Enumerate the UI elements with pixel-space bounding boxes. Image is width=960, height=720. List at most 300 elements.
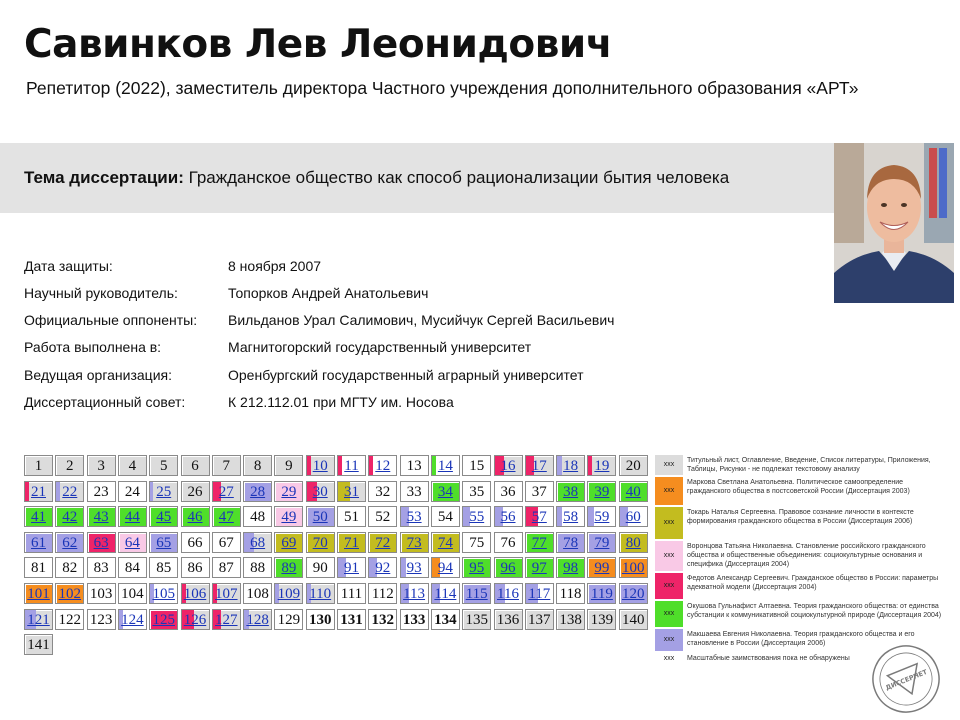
page-cell [118,557,147,578]
page-number: 89 [281,560,297,577]
page-number: 42 [62,509,78,526]
legend-swatch: xxx [655,477,683,505]
page-cell[interactable] [55,506,84,527]
page-number: 94 [437,560,453,577]
legend-text: Федотов Александр Сергеевич. Гражданское общество в России: параметры адекватной модели (Диссертация 2004) [687,575,939,591]
page-number: 45 [156,509,172,526]
page-number: 123 [89,611,113,628]
page-number: 105 [152,586,175,602]
page-number: 77 [531,534,547,551]
page-number: 58 [563,509,579,526]
page-number: 50 [312,509,328,526]
person-position: Репетитор (2022), заместитель директора Частного учреждения дополнительного образования «АРТ» [26,78,859,98]
page-cell [118,455,147,476]
page-cell-highlight [338,456,342,475]
page-number: 17 [531,458,547,474]
page-number: 82 [62,560,78,577]
legend-text: Макшаева Евгения Николаевна. Теория гражданского общества и его становление в России (Диссертация 2006) [687,631,915,647]
page-cell [243,583,272,604]
page-number: 73 [406,534,422,551]
page-cell[interactable] [525,506,554,527]
page-cell[interactable] [494,455,523,476]
page-number: 108 [246,586,269,602]
page-cell-highlight [432,456,436,475]
page-number: 29 [281,483,297,500]
page-cell[interactable] [525,583,554,604]
page-cell-highlight [588,507,593,526]
page-cell [462,481,491,502]
page-number: 81 [31,560,46,577]
page-number: 117 [528,586,551,602]
page-number: 27 [218,483,234,500]
page-number: 131 [340,611,363,628]
page-number: 91 [344,560,359,577]
page-cell[interactable] [525,455,554,476]
page-cell[interactable] [274,506,303,527]
page-cell[interactable] [400,506,429,527]
page-number: 129 [277,611,301,628]
topic-label: Тема диссертации: [24,168,184,187]
page-cell [525,481,554,502]
page-number: 67 [218,534,234,551]
legend-swatch: xxx [655,541,683,571]
page-cell [24,634,53,655]
page-cell[interactable] [587,481,616,502]
page-cell[interactable] [243,532,272,553]
page-cell[interactable] [306,506,335,527]
page-cell[interactable] [306,583,335,604]
page-cell [181,481,210,502]
page-number: 26 [187,483,203,500]
page-cell [337,609,366,630]
page-cell [55,609,84,630]
page-cell [24,455,53,476]
page-cell[interactable] [494,506,523,527]
page-number: 19 [594,458,610,474]
page-cell[interactable] [556,557,585,578]
page-cell[interactable] [149,583,178,604]
page-cell [556,609,585,630]
page-cell[interactable] [24,583,53,604]
page-number: 110 [309,586,332,602]
page-number: 103 [89,586,113,602]
page-cell [368,481,397,502]
page-cell [556,583,585,604]
page-number: 112 [371,586,394,602]
page-number: 39 [594,483,610,500]
page-cell [619,455,648,476]
page-number: 132 [371,611,395,628]
page-cell[interactable] [55,481,84,502]
page-cell[interactable] [400,583,429,604]
page-cell[interactable] [431,557,460,578]
page-cell [212,532,241,553]
page-cell [87,609,116,630]
page-cell [118,583,147,604]
page-cell[interactable] [306,481,335,502]
council-label: Диссертационный совет: [24,394,186,410]
page-cell[interactable] [431,481,460,502]
page-cell [525,609,554,630]
page-cell [243,506,272,527]
page-cell [181,455,210,476]
page-number: 57 [531,509,547,526]
page-cell[interactable] [212,609,241,630]
council-value: К 212.112.01 при МГТУ им. Носова [228,394,454,410]
page-number: 8 [253,458,262,474]
page-cell [181,557,210,578]
page-number: 118 [559,586,582,602]
page-cell[interactable] [587,532,616,553]
page-number: 87 [218,560,234,577]
page-number: 95 [469,560,485,577]
page-number: 16 [500,458,516,474]
page-number: 52 [375,509,391,526]
opponents-value: Вильданов Урал Салимович, Мусийчук Сергей Васильевич [228,312,615,328]
page-number: 46 [187,509,203,526]
page-cell [274,609,303,630]
page-cell[interactable] [87,532,116,553]
portrait-image [834,143,954,303]
page-cell[interactable] [337,455,366,476]
page-cell[interactable] [494,557,523,578]
stamp-text: ДИССЕРНЕТ [884,667,929,692]
page-number: 136 [496,611,520,628]
page-number: 53 [406,509,422,526]
page-number: 140 [621,611,645,628]
page-cell[interactable] [118,506,147,527]
page-number: 119 [590,586,613,602]
legend-swatch: xxx [655,507,683,539]
page-number: 125 [152,611,175,628]
page-cell [368,609,397,630]
defense-date-value: 8 ноября 2007 [228,258,322,274]
page-number: 113 [403,586,426,602]
page-number: 33 [406,483,422,500]
page-number: 11 [344,458,359,474]
page-cell[interactable] [149,609,178,630]
page-number: 25 [156,483,172,500]
page-cell[interactable] [212,583,241,604]
leading-org-value: Оренбургский государственный аграрный университет [228,367,584,383]
page-number: 64 [124,534,140,551]
legend-item [655,573,945,599]
page-number: 83 [93,560,109,577]
page-cell[interactable] [212,481,241,502]
page-cell[interactable] [149,506,178,527]
page-cell[interactable] [587,557,616,578]
page-number: 106 [183,586,207,602]
page-number: 68 [250,534,266,551]
page-number: 31 [344,483,359,500]
page-number: 35 [469,483,485,500]
page-number: 88 [250,560,266,577]
page-cell[interactable] [431,455,460,476]
page-cell [368,583,397,604]
page-cell[interactable] [400,532,429,553]
page-number: 7 [222,458,231,474]
page-number: 30 [312,483,328,500]
page-cell [306,609,335,630]
page-number: 4 [128,458,137,474]
legend-text: Масштабные заимствования пока не обнаружены [687,655,850,662]
opponents-label: Официальные оппоненты: [24,312,198,328]
page-number: 127 [215,611,238,628]
page-cell [212,557,241,578]
page-number: 34 [437,483,453,500]
page-cell[interactable] [525,532,554,553]
page-cell[interactable] [337,557,366,578]
legend-item [655,601,945,627]
page-cell [431,506,460,527]
page-cell[interactable] [556,506,585,527]
page-cell[interactable] [118,532,147,553]
page-cell-highlight [150,482,153,501]
page-number: 60 [625,509,641,526]
page-number: 69 [281,534,297,551]
page-number: 65 [156,534,172,551]
page-number: 22 [62,483,78,500]
page-number: 99 [594,560,610,577]
page-cell[interactable] [400,557,429,578]
page-cell[interactable] [619,532,648,553]
portrait-photo [834,143,954,303]
legend-swatch: xxx [655,573,683,599]
page-number: 101 [27,586,50,602]
page-number: 38 [563,483,579,500]
page-cell[interactable] [368,557,397,578]
page-number: 109 [277,586,301,602]
page-cell[interactable] [149,532,178,553]
page-number: 43 [93,509,109,526]
page-number: 62 [62,534,78,551]
page-number: 122 [58,611,82,628]
page-cell[interactable] [525,557,554,578]
page-cell [462,532,491,553]
page-cell[interactable] [619,583,648,604]
legend-item [655,455,945,475]
dissernet-stamp-icon [870,643,942,715]
page-cell [87,583,116,604]
page-number: 76 [500,534,516,551]
page-number: 126 [183,611,207,628]
page-cell [337,583,366,604]
page-cell[interactable] [243,481,272,502]
page-cell[interactable] [619,557,648,578]
page-number: 9 [285,458,293,474]
page-cell [462,455,491,476]
page-number: 44 [124,509,140,526]
page-cell [274,455,303,476]
page-number: 124 [121,611,144,628]
page-number: 2 [66,458,74,474]
page-cell [243,455,272,476]
legend-text: Титульный лист, Оглавление, Введение, Список литературы, Приложения, Таблицы, Рисунки - не подлежат текстовому анализу [687,457,931,473]
page-cell [306,557,335,578]
page-cell [619,609,648,630]
page-number: 135 [465,611,488,628]
page-cell[interactable] [587,506,616,527]
page-number: 128 [246,611,269,628]
page-cell[interactable] [274,583,303,604]
page-number: 137 [528,611,551,628]
legend-text: Воронцова Татьяна Николаевна. Становление российского гражданского общества и общественные объединения: социокультурные основания и специфика (Диссертация 2004) [687,543,926,568]
page-cell-highlight [401,558,406,577]
page-cell[interactable] [368,532,397,553]
page-number: 102 [58,586,82,602]
page-cell[interactable] [274,481,303,502]
page-cell[interactable] [274,532,303,553]
page-cell [243,557,272,578]
page-number: 139 [590,611,614,628]
legend-swatch: xxx [655,455,683,475]
page-number: 92 [375,560,391,577]
page-number: 40 [625,483,641,500]
page-cell[interactable] [149,481,178,502]
page-cell-highlight [369,456,373,475]
page-cell [87,557,116,578]
page-cell [212,455,241,476]
page-cell[interactable] [24,481,53,502]
page-number: 75 [469,534,485,551]
page-cell [24,557,53,578]
page-cell [368,506,397,527]
legend-item [655,477,945,505]
defense-date-label: Дата защиты: [24,258,113,274]
page-number: 51 [344,509,359,526]
page-number: 104 [121,586,144,602]
page-cell [337,506,366,527]
page-number: 133 [402,611,426,628]
page-cell-highlight [557,456,562,475]
page-number: 84 [124,560,140,577]
page-cell[interactable] [619,506,648,527]
page-cell[interactable] [181,506,210,527]
page-cell-highlight [557,507,562,526]
page-cell[interactable] [243,609,272,630]
page-cell[interactable] [306,532,335,553]
page-number: 115 [465,586,488,602]
page-cell [87,455,116,476]
page-cell[interactable] [587,455,616,476]
legend-text: Токарь Наталья Сергеевна. Правовое сознание личности в контексте формирования гражданского общества в России (Диссертация 2006) [687,509,914,525]
page-number: 32 [375,483,391,500]
page-number: 15 [469,458,485,474]
page-cell [431,609,460,630]
page-cell[interactable] [431,583,460,604]
page-number: 70 [312,534,328,551]
page-number: 90 [312,560,328,577]
page-cell[interactable] [55,583,84,604]
page-number: 1 [34,458,43,474]
legend-swatch: xxx [655,629,683,651]
page-number: 97 [531,560,547,577]
page-cell-highlight [588,456,592,475]
page-number: 74 [437,534,453,551]
page-cell[interactable] [431,532,460,553]
page-number: 23 [93,483,109,500]
page-cell[interactable] [587,583,616,604]
page-number: 71 [344,534,359,551]
page-number: 18 [563,458,579,474]
page-number: 49 [281,509,297,526]
page-number: 47 [218,509,234,526]
page-cell[interactable] [619,481,648,502]
page-cell[interactable] [87,506,116,527]
page-cell[interactable] [24,506,53,527]
page-cell[interactable] [274,557,303,578]
page-cell-highlight [307,456,311,475]
page-cell [400,481,429,502]
page-number: 98 [563,560,579,577]
page-cell[interactable] [24,609,53,630]
page-cell[interactable] [118,609,147,630]
page-number: 141 [27,637,50,654]
page-number: 48 [250,509,266,526]
page-number: 138 [559,611,582,628]
page-number: 86 [187,560,203,577]
page-number: 10 [312,458,328,474]
page-number: 111 [340,586,363,602]
page-cell[interactable] [337,481,366,502]
page-cell[interactable] [337,532,366,553]
page-number: 28 [250,483,266,500]
page-cell[interactable] [556,455,585,476]
page-cell [494,609,523,630]
page-number: 21 [31,483,46,500]
page-cell[interactable] [212,506,241,527]
page-cell[interactable] [462,557,491,578]
page-number: 134 [434,611,457,628]
page-cell [118,481,147,502]
page-cell [149,557,178,578]
page-cell[interactable] [306,455,335,476]
page-number: 72 [375,534,391,551]
page-cell [494,481,523,502]
page-number: 24 [124,483,140,500]
page-cell[interactable] [494,583,523,604]
dissertation-topic [24,168,729,188]
legend-text: Маркова Светлана Анатольевна. Политическое самоопределение гражданского общества в постсоветской России (Диссертация 2003) [687,479,910,495]
legend-text: Окушова Гульнафист Алтаевна. Теория гражданского общества: от единства субстанции к коммуникативной социокультурной природе (Диссертация 2004) [687,603,942,619]
page-cell[interactable] [181,609,210,630]
institution-label: Работа выполнена в: [24,339,162,355]
topic-value: Гражданское общество как способ рационализации бытия человека [188,168,730,187]
page-number: 63 [93,534,109,551]
page-cell [400,609,429,630]
page-cell[interactable] [368,455,397,476]
legend-swatch: xxx [655,653,683,665]
page-cell [55,455,84,476]
page-cell-highlight [25,482,29,501]
legend-swatch: xxx [655,601,683,627]
page-number: 107 [215,586,238,602]
page-cell[interactable] [556,481,585,502]
page-cell[interactable] [556,532,585,553]
page-number: 116 [497,586,519,602]
page-number: 59 [594,509,610,526]
legend-item [655,541,945,571]
page-number: 80 [625,534,641,551]
page-number: 5 [159,458,168,474]
page-cell[interactable] [24,532,53,553]
page-cell[interactable] [462,583,491,604]
page-cell[interactable] [181,583,210,604]
page-cell[interactable] [462,506,491,527]
page-cell [400,455,429,476]
page-cell [149,455,178,476]
page-cell[interactable] [55,532,84,553]
